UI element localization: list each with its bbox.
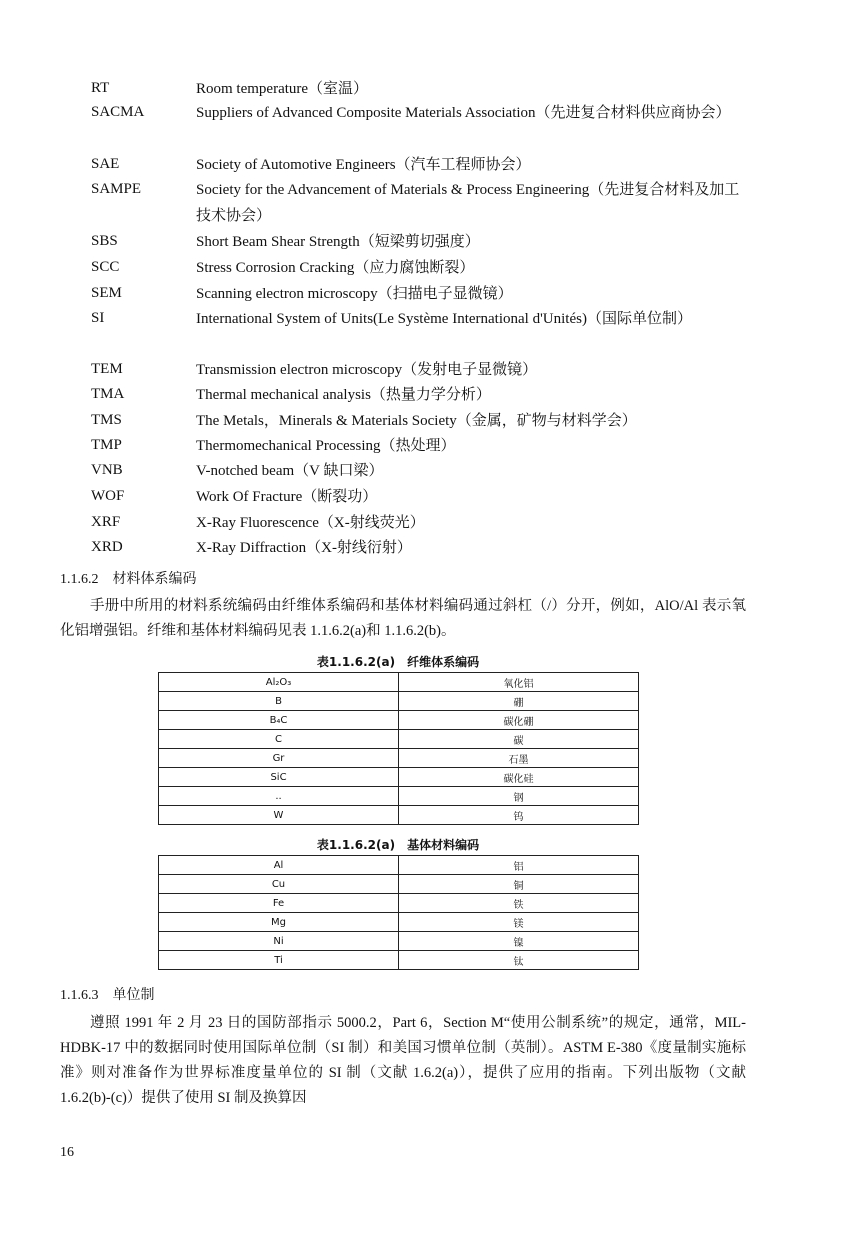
table-cell-name: 钢 — [399, 787, 639, 806]
matrix-code-table — [158, 855, 639, 970]
table-cell-code: SiC — [159, 768, 399, 787]
abbreviation-term: SAMPE — [91, 181, 142, 197]
table-row — [159, 875, 639, 894]
table-cell-code: B₄C — [159, 711, 399, 730]
table-row — [159, 787, 639, 806]
abbreviation-definition: Transmission electron microscopy（发射电子显微镜） — [196, 362, 538, 378]
table-cell-name: 镍 — [399, 932, 639, 951]
abbreviation-term: SI — [91, 310, 105, 326]
page-number: 16 — [60, 1145, 74, 1160]
table-cell-name: 碳化硼 — [399, 711, 639, 730]
abbreviation-definition: X-Ray Diffraction（X-射线衍射） — [196, 540, 412, 556]
table-caption: 表1.1.6.2(a) 基体材料编码 — [316, 838, 480, 852]
abbreviation-definition: Room temperature（室温） — [196, 81, 369, 97]
table-cell-name: 钨 — [399, 806, 639, 825]
table-cell-name: 石墨 — [399, 749, 639, 768]
table-cell-name: 铁 — [399, 894, 639, 913]
abbreviation-definition: Work Of Fracture（断裂功） — [196, 489, 378, 505]
abbreviation-definition: Suppliers of Advanced Composite Materials Association（先进复合材料供应商协会） — [196, 105, 731, 121]
abbreviation-definition: Scanning electron microscopy（扫描电子显微镜） — [196, 286, 513, 302]
table-row — [159, 913, 639, 932]
abbreviation-term: SEM — [91, 285, 122, 301]
abbreviation-term: SBS — [91, 233, 118, 249]
abbreviation-definition: Society of Automotive Engineers（汽车工程师协会） — [196, 157, 531, 173]
table-cell-name: 碳 — [399, 730, 639, 749]
table-cell-code: Ni — [159, 932, 399, 951]
table-cell-code: Al₂O₃ — [159, 673, 399, 692]
table-cell-name: 铝 — [399, 856, 639, 875]
abbreviation-term: XRD — [91, 539, 123, 555]
section-heading: 1.1.6.3 单位制 — [60, 988, 155, 1003]
abbreviation-definition: Thermal mechanical analysis（热量力学分析） — [196, 387, 491, 403]
abbreviation-term: TEM — [91, 361, 123, 377]
abbreviation-definition: International System of Units(Le Système International d'Unités)（国际单位制） — [196, 311, 692, 327]
table-cell-code: W — [159, 806, 399, 825]
abbreviation-definition: Short Beam Shear Strength（短梁剪切强度） — [196, 234, 480, 250]
abbreviation-term: XRF — [91, 514, 121, 530]
table-row — [159, 673, 639, 692]
table-row — [159, 749, 639, 768]
table-cell-code: Ti — [159, 951, 399, 970]
abbreviation-term: TMA — [91, 386, 125, 402]
table-row — [159, 894, 639, 913]
table-cell-code: Fe — [159, 894, 399, 913]
table-cell-name: 硼 — [399, 692, 639, 711]
fiber-code-table — [158, 672, 639, 825]
abbreviation-term: WOF — [91, 488, 125, 504]
table-cell-name: 钛 — [399, 951, 639, 970]
abbreviation-definition: Stress Corrosion Cracking（应力腐蚀断裂） — [196, 260, 475, 276]
abbreviation-term: TMS — [91, 412, 122, 428]
table-cell-name: 镁 — [399, 913, 639, 932]
abbreviation-term: RT — [91, 80, 110, 96]
abbreviation-term: VNB — [91, 462, 123, 478]
abbreviation-definition: Thermomechanical Processing（热处理） — [196, 438, 456, 454]
table-row — [159, 856, 639, 875]
abbreviation-term: TMP — [91, 437, 122, 453]
abbreviation-definition: V-notched beam（V 缺口梁） — [196, 463, 384, 479]
table-cell-name: 碳化硅 — [399, 768, 639, 787]
table-cell-code: Gr — [159, 749, 399, 768]
section-heading: 1.1.6.2 材料体系编码 — [60, 572, 197, 587]
abbreviation-term: SACMA — [91, 104, 145, 120]
table-caption: 表1.1.6.2(a) 纤维体系编码 — [316, 655, 480, 669]
abbreviation-definition: Society for the Advancement of Materials & Process Engineering（先进复合材料及加工技术协会） — [196, 182, 740, 224]
table-row — [159, 692, 639, 711]
abbreviation-definition: The Metals，Minerals & Materials Society（金属，矿物与材料学会） — [196, 413, 637, 429]
table-cell-name: 氧化铝 — [399, 673, 639, 692]
table-cell-code: .. — [159, 787, 399, 806]
abbreviation-definition: X-Ray Fluorescence（X-射线荧光） — [196, 515, 425, 531]
table-row — [159, 806, 639, 825]
table-row — [159, 951, 639, 970]
table-row — [159, 768, 639, 787]
abbreviation-term: SAE — [91, 156, 120, 172]
table-cell-code: Cu — [159, 875, 399, 894]
section-paragraph: 手册中所用的材料系统编码由纤维体系编码和基体材料编码通过斜杠（/）分开，例如，AlO/Al 表示氧化铝增强铝。纤维和基体材料编码见表 1.1.6.2(a)和 1.1.6.2(b)。 — [60, 598, 746, 639]
table-row — [159, 932, 639, 951]
table-cell-code: C — [159, 730, 399, 749]
table-row — [159, 711, 639, 730]
table-cell-code: Al — [159, 856, 399, 875]
table-cell-code: Mg — [159, 913, 399, 932]
table-cell-code: B — [159, 692, 399, 711]
table-cell-name: 铜 — [399, 875, 639, 894]
section-paragraph: 遵照 1991 年 2 月 23 日的国防部指示 5000.2，Part 6，Section M“使用公制系统”的规定，通常，MIL-HDBK-17 中的数据同时使用国际单位制（SI 制）和美国习惯单位制（英制）。ASTM E-380《度量制实施标准》则对准备作为世界标准度量单位的 SI 制（文献 1.6.2(a)），提供了应用的指南。下列出版物（文献 1.6.2(b)-(c)）提供了使用 SI 制及换算因 — [60, 1015, 746, 1106]
table-row — [159, 730, 639, 749]
abbreviation-term: SCC — [91, 259, 120, 275]
